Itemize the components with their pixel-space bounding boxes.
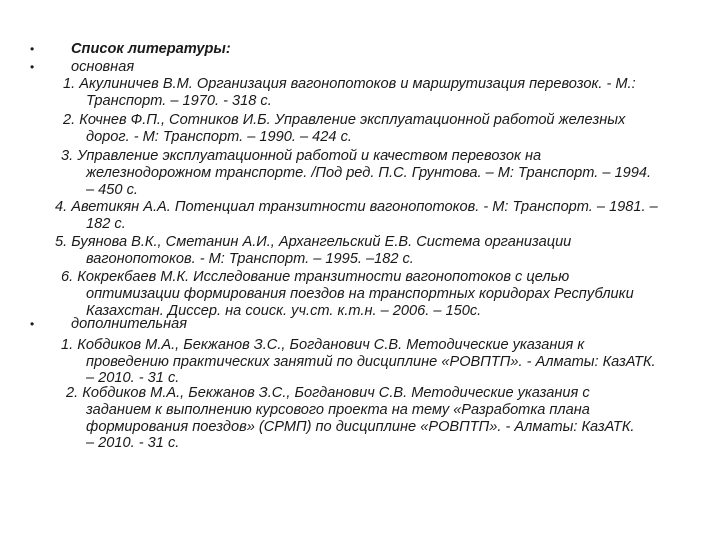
section-heading-extra: дополнительная	[71, 316, 188, 332]
reference-line: 2. Кочнев Ф.П., Сотников И.Б. Управление эксплуатационной работой железных	[63, 112, 626, 128]
reference-line: 182 с.	[86, 216, 126, 232]
section-heading-main: основная	[71, 59, 135, 75]
reference-line: 4. Аветикян А.А. Потенциал транзитности вагонопотоков. - М: Транспорт. – 1981. –	[55, 199, 658, 215]
reference-line: формирования поездов» (СРМП) по дисциплине «РОВПТП». - Алматы: КазАТК.	[86, 419, 635, 435]
reference-line: – 2010. - 31 с.	[86, 435, 180, 451]
reference-line: – 450 с.	[86, 182, 138, 198]
reference-line: 1. Акулиничев В.М. Организация вагонопотоков и маршрутизация перевозок. - М.:	[63, 76, 636, 92]
reference-line: 2. Кобдиков М.А., Бекжанов З.С., Богданович С.В. Методические указания с	[66, 385, 590, 401]
reference-line: Транспорт. – 1970. - 318 с.	[86, 93, 272, 109]
reference-line: – 2010. - 31 с.	[86, 370, 180, 386]
reference-line: Казахстан. Диссер. на соиск. уч.ст. к.т.н. – 2006. – 150с.	[86, 303, 482, 319]
reference-line: вагонопотоков. - М: Транспорт. – 1995. –182 с.	[86, 251, 414, 267]
bullet: •	[30, 317, 35, 331]
bullet: •	[30, 60, 35, 74]
list-title: Список литературы:	[71, 41, 231, 57]
reference-line: дорог. - М: Транспорт. – 1990. – 424 с.	[86, 129, 352, 145]
reference-line: железнодорожном транспорте. /Под ред. П.С. Грунтова. – М: Транспорт. – 1994.	[86, 165, 652, 181]
reference-line: проведению практических занятий по дисциплине «РОВПТП». - Алматы: КазАТК.	[86, 354, 656, 370]
bullet: •	[30, 42, 35, 56]
reference-line: заданием к выполнению курсового проекта на тему «Разработка плана	[86, 402, 590, 418]
reference-line: оптимизации формирования поездов на транспортных коридорах Республики	[86, 286, 634, 302]
reference-line: 1. Кобдиков М.А., Бекжанов З.С., Богданович С.В. Методические указания к	[61, 337, 585, 353]
reference-line: 3. Управление эксплуатационной работой и качеством перевозок на	[61, 148, 542, 164]
reference-line: 5. Буянова В.К., Сметанин А.И., Архангельский Е.В. Система организации	[55, 234, 572, 250]
reference-line: 6. Кокрекбаев М.К. Исследование транзитности вагонопотоков с целью	[61, 269, 570, 285]
